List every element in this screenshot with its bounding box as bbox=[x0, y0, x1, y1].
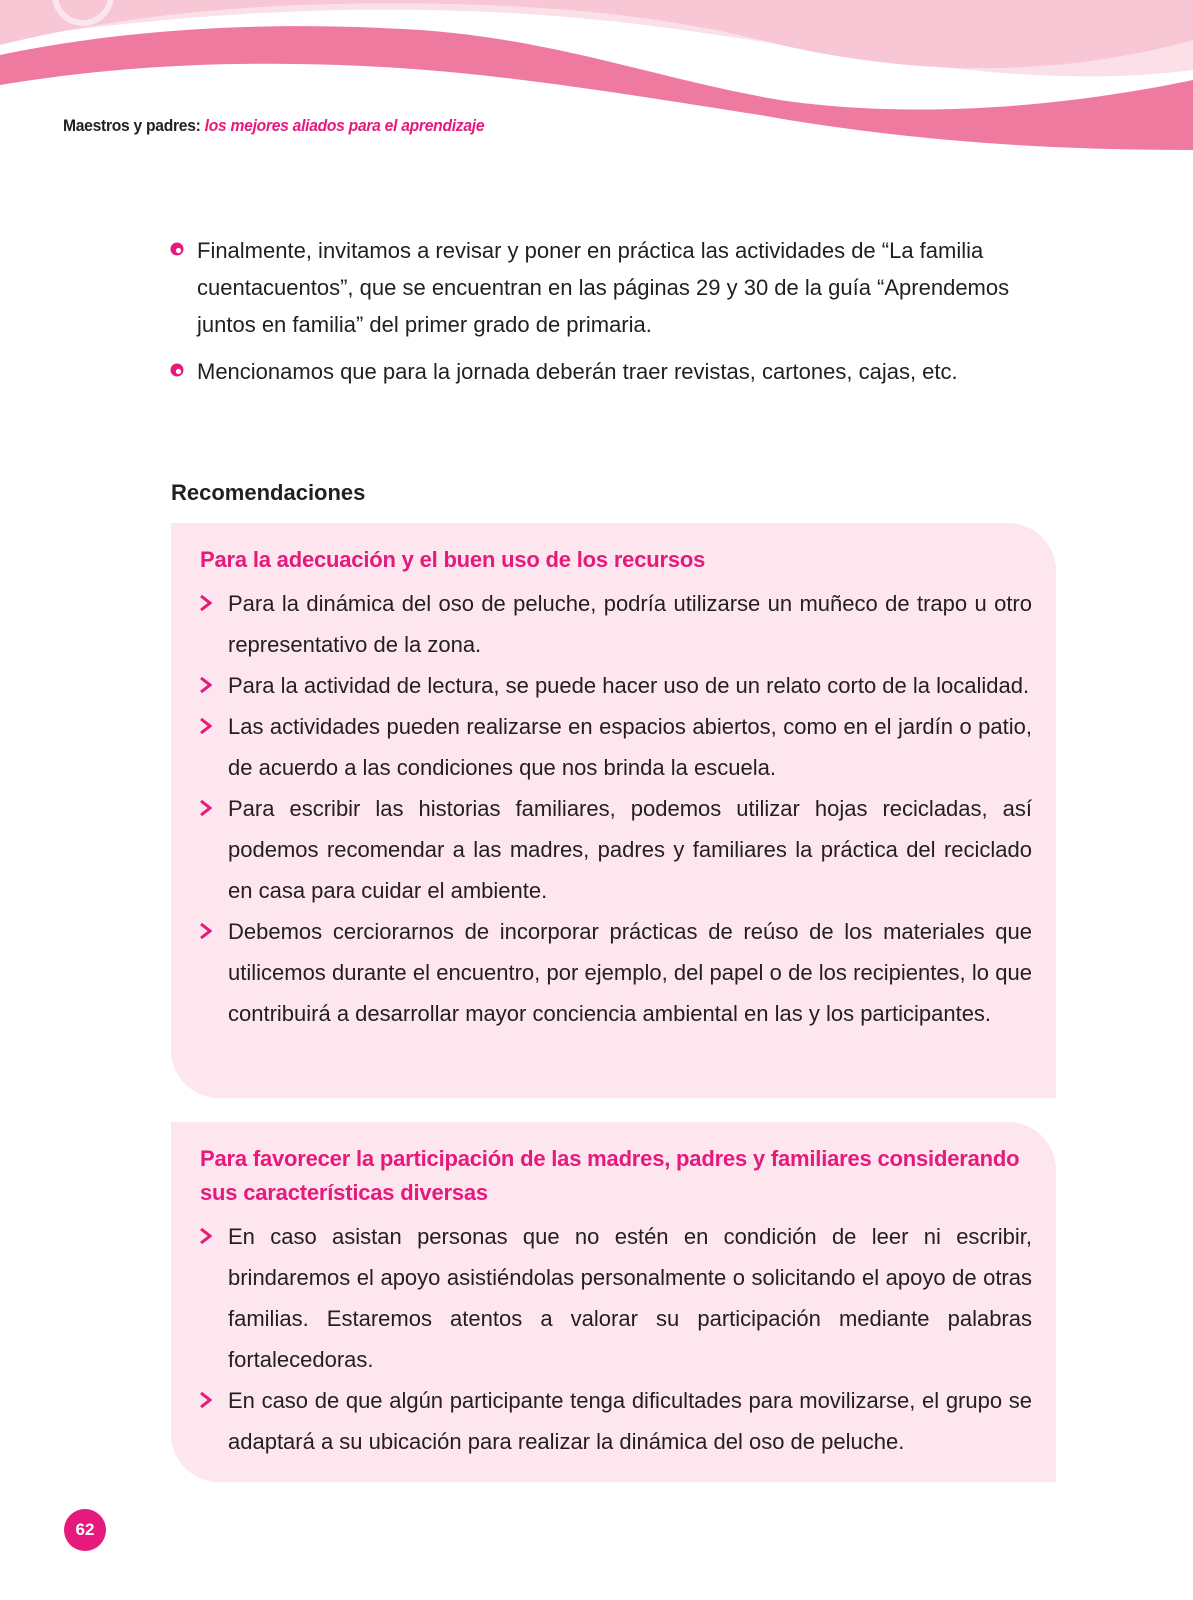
list-item bbox=[200, 911, 1032, 1034]
chevron-right-icon bbox=[200, 677, 212, 693]
bullet-dot-icon bbox=[170, 363, 184, 377]
list-item bbox=[200, 1216, 1032, 1380]
running-head bbox=[63, 116, 484, 136]
list-item bbox=[170, 353, 1060, 390]
chevron-right-icon bbox=[200, 1228, 212, 1244]
recommendation-box-resources bbox=[171, 523, 1056, 1098]
list-item bbox=[200, 665, 1032, 706]
section-title: Recomendaciones bbox=[171, 480, 366, 505]
item-text: En caso de que algún participante tenga dificultades para movilizarse, el grupo se adaptará a su ubicación para realizar la dinámica del oso de peluche. bbox=[228, 1388, 1032, 1454]
chevron-right-icon bbox=[200, 718, 212, 734]
recommendation-box-participation bbox=[171, 1122, 1056, 1482]
bullet-dot-icon bbox=[170, 242, 184, 256]
box-title: Para favorecer la participación de las madres, padres y familiares considerando sus características diversas bbox=[200, 1146, 1020, 1205]
item-text: Para la actividad de lectura, se puede hacer uso de un relato corto de la localidad. bbox=[228, 673, 1030, 698]
running-head-subtitle: los mejores aliados para el aprendizaje bbox=[204, 116, 485, 135]
item-text: Para la dinámica del oso de peluche, podría utilizarse un muñeco de trapo u otro representativo de la zona. bbox=[228, 591, 1032, 657]
item-text: En caso asistan personas que no estén en condición de leer ni escribir, brindaremos el apoyo asistiéndolas personalmente o solicitando el apoyo de otras familias. Estaremos atentos a valorar su participación mediante palabras fortalecedoras. bbox=[228, 1224, 1032, 1372]
list-item bbox=[200, 1380, 1032, 1462]
list-item bbox=[200, 706, 1032, 788]
list-item bbox=[200, 788, 1032, 911]
item-text: Para escribir las historias familiares, podemos utilizar hojas recicladas, así podemos recomendar a las madres, padres y familiares la práctica del reciclado en casa para cuidar el ambiente. bbox=[228, 796, 1032, 903]
list-item bbox=[170, 232, 1060, 343]
chevron-right-icon bbox=[200, 800, 212, 816]
chevron-right-icon bbox=[200, 923, 212, 939]
bullet-text: Finalmente, invitamos a revisar y poner en práctica las actividades de “La familia cuentacuentos”, que se encuentran en las páginas 29 y 30 de la guía “Aprendemos juntos en familia” del primer grado de primaria. bbox=[197, 238, 1010, 337]
bullet-text: Mencionamos que para la jornada deberán traer revistas, cartones, cajas, etc. bbox=[197, 359, 958, 384]
list-item bbox=[200, 583, 1032, 665]
chevron-right-icon bbox=[200, 1392, 212, 1408]
box-title: Para la adecuación y el buen uso de los recursos bbox=[200, 547, 706, 572]
chevron-right-icon bbox=[200, 595, 212, 611]
page-number-badge: 62 bbox=[64, 1509, 106, 1551]
item-text: Debemos cerciorarnos de incorporar prácticas de reúso de los materiales que utilicemos durante el encuentro, por ejemplo, del papel o de los recipientes, lo que contribuirá a desarrollar mayor conciencia ambiental en las y los participantes. bbox=[228, 919, 1032, 1026]
header-wave-decoration bbox=[0, 0, 1193, 160]
running-head-main: Maestros y padres: bbox=[63, 116, 201, 135]
item-text: Las actividades pueden realizarse en espacios abiertos, como en el jardín o patio, de acuerdo a las condiciones que nos brinda la escuela. bbox=[228, 714, 1032, 780]
intro-bullet-list bbox=[170, 232, 1060, 400]
